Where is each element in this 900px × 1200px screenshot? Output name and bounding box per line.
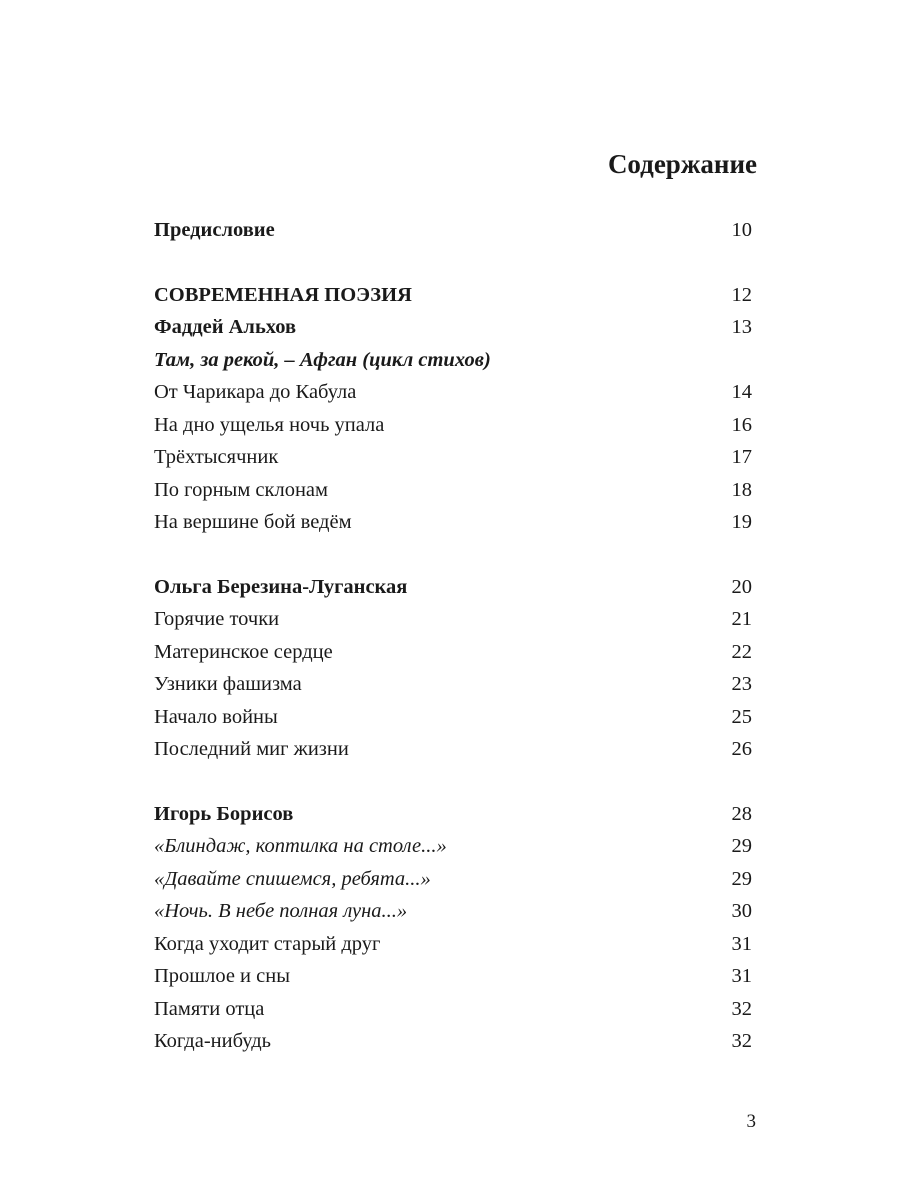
dot-leader [292,981,730,982]
dot-leader [298,332,729,333]
toc-entry-title: СОВРЕМЕННАЯ ПОЭЗИЯ [154,283,412,306]
dot-leader [295,819,729,820]
toc-entry-title: По горным склонам [154,478,328,501]
toc-entry-title: Памяти отца [154,997,265,1020]
toc-entry-page: 26 [731,738,752,760]
toc-entry [154,474,752,507]
toc-entry [154,733,752,766]
toc-entry [154,960,752,993]
toc-entry-page: 28 [731,802,752,825]
toc-entry [154,1025,752,1058]
toc-entry-title: Там, за рекой, – Афган (цикл стихов) [154,348,491,371]
toc-entry-title: «Блиндаж, коптилка на столе...» [154,835,447,857]
dot-leader [358,397,729,398]
toc-entry [154,603,752,636]
toc-entry-page: 20 [731,575,752,598]
dot-leader [409,916,729,917]
dot-leader [280,462,729,463]
toc-entry-title: Ольга Березина-Луганская [154,575,408,598]
dot-leader [266,1014,729,1015]
toc-entry-title: Горячие точки [154,608,280,630]
toc-entry-page: 14 [731,381,752,403]
toc-entry-title: «Ночь. В небе полная луна...» [154,900,408,922]
toc-entry-title: Начало войны [154,705,278,728]
toc-entry [154,409,752,442]
toc-entry-page: 17 [731,446,752,468]
dot-leader [335,657,730,658]
toc-entry-page: 22 [731,640,752,663]
table-of-contents [154,214,752,1058]
toc-entry-page: 32 [731,1030,752,1052]
toc-entry-title: Фаддей Альхов [154,316,297,338]
toc-entry [154,344,752,377]
toc-entry-title: Узники фашизма [154,673,302,695]
dot-leader [280,722,730,723]
toc-entry [154,636,752,669]
toc-entry-page: 31 [731,965,752,987]
toc-entry-title: Когда уходит старый друг [154,932,381,955]
toc-entry [154,928,752,961]
toc-entry [154,895,752,928]
toc-entry [154,668,752,701]
toc-entry-title: «Давайте спишемся, ребята...» [154,867,431,890]
toc-entry-page: 25 [731,705,752,728]
toc-entry-title: От Чарикара до Кабула [154,381,357,403]
dot-leader [382,949,729,950]
toc-entry [154,701,752,734]
dot-leader [433,884,730,885]
toc-entry [154,830,752,863]
toc-entry-title: Трёхтысячник [154,446,279,468]
dot-leader [277,235,730,236]
dot-leader [409,592,729,593]
dot-leader [304,689,730,690]
toc-entry-page: 23 [731,673,752,695]
toc-entry [154,798,752,831]
toc-entry-title: Игорь Борисов [154,802,294,825]
toc-entry-title: Материнское сердце [154,640,333,663]
dot-leader [449,851,730,852]
toc-entry [154,279,752,312]
toc-entry-page: 16 [731,413,752,436]
toc-entry-page: 31 [731,932,752,955]
toc-entry-page: 30 [731,900,752,922]
toc-entry-page: 12 [731,283,752,306]
toc-entry [154,441,752,474]
toc-entry [154,993,752,1026]
toc-entry-page: 29 [731,835,752,857]
toc-entry-page: 29 [731,867,752,890]
toc-entry-page: 19 [731,511,752,533]
toc-entry [154,571,752,604]
dot-leader [273,1046,730,1047]
toc-entry [154,214,752,247]
page-number: 3 [746,1111,756,1132]
toc-entry [154,506,752,539]
toc-entry-page: 13 [731,316,752,338]
dot-leader [414,300,730,301]
toc-entry-title: На дно ущелья ночь упала [154,413,385,436]
toc-entry-title: Последний миг жизни [154,738,349,760]
toc-entry [154,863,752,896]
toc-entry-title: Предисловие [154,219,275,241]
toc-entry-title: На вершине бой ведём [154,511,352,533]
toc-entry [154,311,752,344]
toc-entry-title: Когда-нибудь [154,1030,271,1052]
toc-entry-page: 32 [731,997,752,1020]
dot-leader [386,430,729,431]
toc-entry-page: 18 [731,478,752,501]
page-title: Содержание [607,149,757,179]
toc-entry [154,376,752,409]
dot-leader [330,495,730,496]
dot-leader [354,527,730,528]
toc-entry-page: 10 [731,219,752,241]
dot-leader [351,754,730,755]
dot-leader [281,624,729,625]
toc-entry-title: Прошлое и сны [154,965,290,987]
toc-entry-page: 21 [731,608,752,630]
